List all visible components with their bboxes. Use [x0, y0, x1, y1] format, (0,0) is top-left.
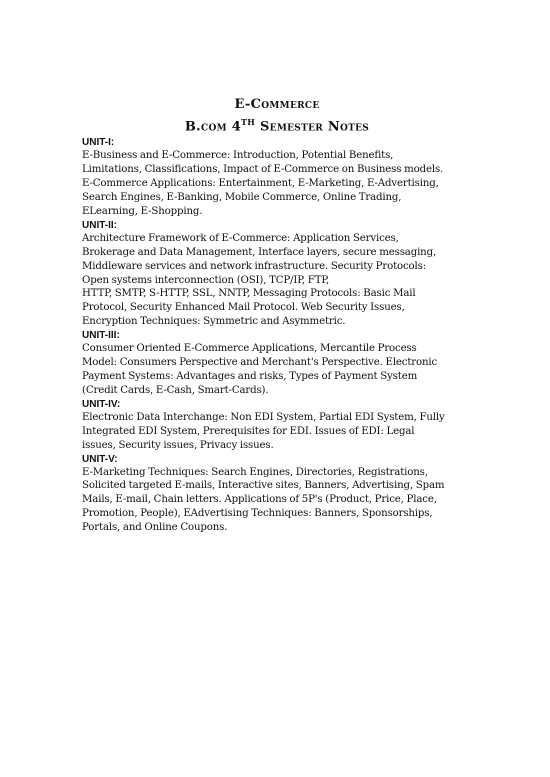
unit-body-line: HTTP, SMTP, S-HTTP, SSL, NNTP, Messaging Protocols: Basic Mail — [82, 288, 416, 300]
unit-section — [82, 329, 472, 398]
unit-body-line: issues, Security issues, Privacy issues. — [82, 439, 274, 451]
unit-body-line: Encryption Techniques: Symmetric and Asymmetric. — [82, 316, 346, 328]
subtitle-prefix: B.com 4 — [184, 119, 242, 135]
unit-body-line: Integrated EDI System, Prerequisites for EDI. Issues of EDI: Legal — [82, 425, 415, 437]
unit-body-line: Architecture Framework of E-Commerce: Application Services, — [82, 232, 399, 244]
unit-body-line: Promotion, People), EAdvertising Techniques: Banners, Sponsorships, — [82, 508, 433, 520]
document-subtitle — [82, 113, 472, 135]
unit-body — [82, 411, 472, 453]
unit-body-line: (Credit Cards, E-Cash, Smart-Cards). — [82, 384, 269, 396]
unit-section — [82, 136, 472, 219]
unit-body-line: Protocol, Security Enhanced Mail Protocol. Web Security Issues, — [82, 302, 405, 314]
subtitle-suffix: Semester Notes — [255, 119, 370, 135]
units-section — [82, 136, 472, 535]
document-content — [82, 96, 472, 535]
unit-body-line: Model: Consumers Perspective and Merchant's Perspective. Electronic — [82, 357, 438, 369]
unit-heading: UNIT-III: — [82, 330, 120, 342]
unit-body-line: Consumer Oriented E-Commerce Applications, Mercantile Process — [82, 343, 417, 355]
unit-body-line: Mails, E-mail, Chain letters. Applications of 5P's (Product, Price, Place, — [82, 494, 437, 506]
unit-body-line: Electronic Data Interchange: Non EDI System, Partial EDI System, Fully — [82, 411, 445, 423]
unit-body-line: E-Marketing Techniques: Search Engines, Directories, Registrations, — [82, 466, 428, 478]
unit-body-line: Search Engines, E-Banking, Mobile Commerce, Online Trading, — [82, 192, 402, 204]
unit-body-line: ELearning, E-Shopping. — [82, 205, 203, 217]
unit-heading: UNIT-V: — [82, 453, 118, 465]
document-title: E-Commerce — [234, 97, 320, 112]
unit-body-line: E-Commerce Applications: Entertainment, E-Marketing, E-Advertising, — [82, 178, 439, 190]
unit-body-line: Open systems interconnection (OSI), TCP/IP, FTP, — [82, 274, 330, 286]
unit-section — [82, 398, 472, 453]
unit-heading: UNIT-IV: — [82, 398, 121, 410]
unit-body — [82, 342, 472, 398]
unit-body-line: Payment Systems: Advantages and risks, Types of Payment System — [82, 371, 418, 383]
unit-section — [82, 219, 472, 329]
unit-body-line: E-Business and E-Commerce: Introduction, Potential Benefits, — [82, 150, 394, 162]
unit-section — [82, 453, 472, 536]
unit-body-line: Solicited targeted E-mails, Interactive sites, Banners, Advertising, Spam — [82, 480, 445, 492]
unit-body — [82, 232, 472, 329]
unit-body — [82, 149, 472, 219]
unit-body-line: Brokerage and Data Management, Interface layers, secure messaging, — [82, 246, 437, 258]
unit-body-line: Middleware services and network infrastructure. Security Protocols: — [82, 260, 427, 272]
unit-body — [82, 466, 472, 536]
unit-heading: UNIT-II: — [82, 219, 117, 231]
unit-body-line: Portals, and Online Coupons. — [82, 522, 228, 534]
subtitle-superscript: th — [241, 115, 256, 128]
unit-body-line: Limitations, Classifications, Impact of E-Commerce on Business models. — [82, 164, 444, 176]
unit-heading: UNIT-I: — [82, 137, 115, 149]
